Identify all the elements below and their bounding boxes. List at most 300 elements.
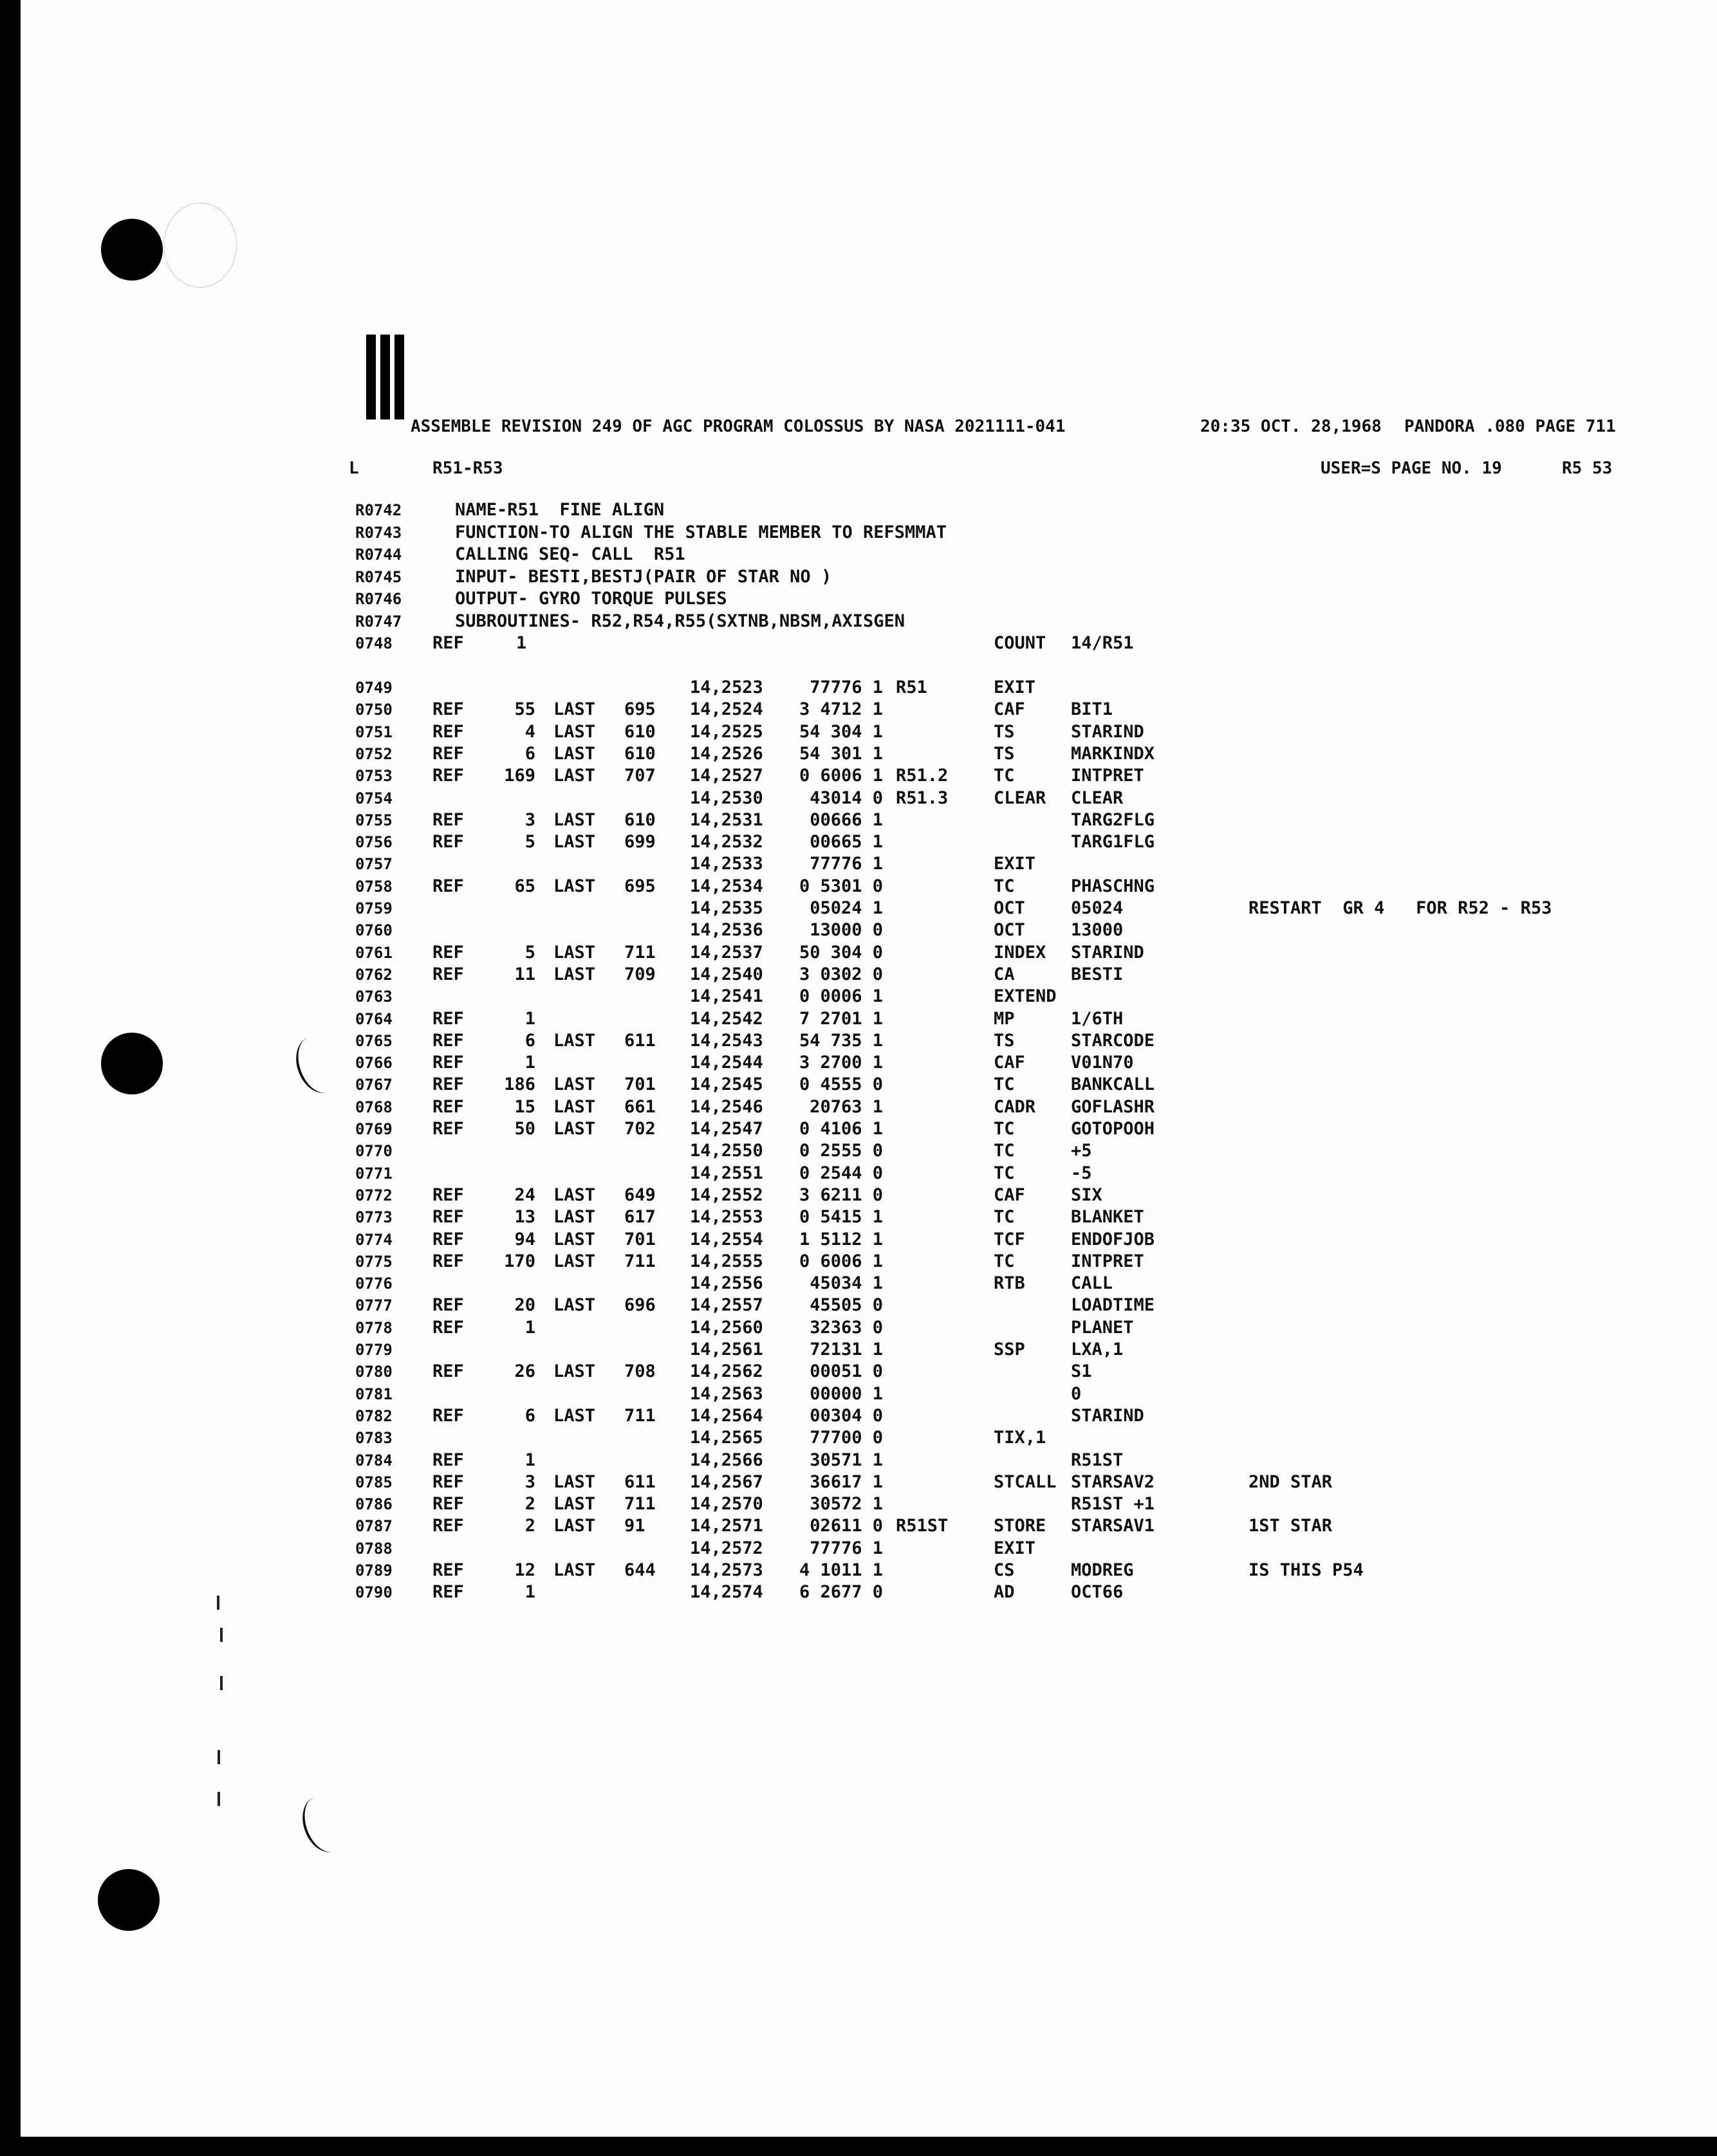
octal-word: 6 2677 0 [799,1582,883,1603]
operand: BIT1 [1071,699,1113,720]
line-number: 0754 [355,789,393,807]
opcode: TC [994,876,1015,896]
opcode: CA [994,964,1015,984]
opcode: STCALL [994,1471,1057,1492]
address: 14,2527 [690,766,763,786]
octal-word: 77700 0 [810,1428,883,1448]
address: 14,2537 [690,942,763,963]
address: 14,2536 [690,920,763,941]
address: 14,2560 [690,1317,763,1338]
last-marker: LAST [553,832,596,852]
comment-text: INPUT- BESTI,BESTJ(PAIR OF STAR NO ) [455,566,832,587]
octal-word: 02611 0 [810,1516,883,1536]
line-number: 0769 [355,1120,393,1138]
last-line: 711 [624,1251,656,1271]
line-number: 0749 [355,679,393,697]
address: 14,2573 [690,1560,763,1580]
ref-count: 24 [514,1184,535,1205]
line-number: 0785 [355,1473,393,1491]
line-number: 0762 [355,965,393,984]
ref-marker: REF [432,1516,464,1536]
last-marker: LAST [553,1119,596,1139]
octal-word: 05024 1 [810,898,883,918]
ref-marker: REF [432,1361,464,1382]
last-marker: LAST [553,1361,596,1382]
comment: IS THIS P54 [1248,1560,1364,1580]
octal-word: 54 304 1 [799,721,883,742]
last-line: 707 [624,766,656,786]
line-number: 0772 [355,1186,393,1204]
address: 14,2552 [690,1184,763,1205]
line-number: 0775 [355,1252,393,1271]
label: R51 [896,677,927,697]
ref-marker: REF [432,1053,464,1073]
octal-word: 36617 1 [810,1471,883,1492]
ref-marker: REF [432,1184,464,1205]
comment-text: NAME-R51 FINE ALIGN [455,500,665,520]
operand: MARKINDX [1071,743,1155,764]
opcode: TC [994,1141,1015,1161]
line-number: 0787 [355,1517,393,1536]
comment-line-number: R0743 [355,523,402,542]
last-line: 701 [624,1074,656,1095]
ref-count: 6 [524,1405,535,1426]
address: 14,2572 [690,1538,763,1558]
last-marker: LAST [553,766,596,786]
header-user-page: USER=S PAGE NO. 19 [1321,459,1502,478]
line-number: 0748 [355,634,393,652]
line-number: 0764 [355,1009,393,1028]
last-line: 661 [624,1096,656,1117]
operand: BESTI [1071,964,1124,984]
octal-word: 3 2700 1 [799,1053,883,1073]
last-marker: LAST [553,809,596,830]
opcode: TC [994,1207,1015,1228]
ref-marker: REF [432,1207,464,1228]
operand: GOFLASHR [1071,1096,1155,1117]
operand: LOADTIME [1071,1295,1155,1316]
octal-word: 00665 1 [810,832,883,852]
octal-word: 3 0302 0 [799,964,883,984]
address: 14,2547 [690,1119,763,1139]
line-number: 0752 [355,744,393,763]
address: 14,2532 [690,832,763,852]
ref-marker: REF [432,1251,464,1271]
last-line: 91 [624,1516,645,1536]
octal-word: 0 6006 1 [799,1251,883,1271]
operand: GOTOPOOH [1071,1119,1155,1139]
last-line: 711 [624,1405,656,1426]
octal-word: 1 5112 1 [799,1229,883,1249]
ref-count: 26 [514,1361,535,1382]
punch-hole-middle [101,1033,163,1094]
binder-index-mark [365,335,416,425]
header-routine-range: R51-R53 [432,459,503,478]
address: 14,2564 [690,1405,763,1426]
ref-marker: REF [432,1030,464,1051]
operand: CALL [1071,1273,1113,1294]
line-number: 0766 [355,1054,393,1073]
address: 14,2540 [690,964,763,984]
operand: TARG1FLG [1071,832,1155,852]
comment-line-number: R0746 [355,590,402,608]
octal-word: 0 5415 1 [799,1207,883,1228]
octal-word: 45034 1 [810,1273,883,1294]
line-number: 0790 [355,1583,393,1602]
opcode: CLEAR [994,788,1046,808]
line-number: 0750 [355,701,393,719]
address: 14,2574 [690,1582,763,1603]
last-line: 611 [624,1471,656,1492]
comment-line-number: R0747 [355,612,402,631]
last-line: 644 [624,1560,656,1580]
operand: STARIND [1071,1405,1144,1426]
ref-marker: REF [432,699,464,720]
last-line: 699 [624,832,656,852]
line-number: 0767 [355,1076,393,1094]
last-line: 701 [624,1229,656,1249]
line-number: 0759 [355,899,393,917]
printout-page [21,0,1717,2137]
operand: V01N70 [1071,1053,1134,1073]
ref-count: 1 [516,633,527,653]
punch-hole-arc-middle [289,1031,348,1099]
address: 14,2553 [690,1207,763,1228]
ref-count: 15 [514,1096,535,1117]
operand: +5 [1071,1141,1092,1161]
address: 14,2562 [690,1361,763,1382]
opcode: OCT [994,920,1025,941]
opcode: TC [994,1163,1015,1183]
line-number: 0770 [355,1142,393,1161]
operand: PHASCHNG [1071,876,1155,896]
line-number: 0771 [355,1164,393,1183]
line-number: 0768 [355,1098,393,1116]
operand: INTPRET [1071,1251,1144,1271]
octal-word: 00000 1 [810,1383,883,1404]
line-number: 0788 [355,1539,393,1558]
ref-marker: REF [432,1494,464,1515]
octal-word: 20763 1 [810,1096,883,1117]
ref-marker: REF [432,942,464,963]
address: 14,2541 [690,986,763,1007]
opcode: TS [994,743,1015,764]
ref-count: 94 [514,1229,535,1249]
comment: RESTART GR 4 FOR R52 - R53 [1248,898,1552,918]
opcode: CAF [994,1184,1025,1205]
last-line: 695 [624,876,656,896]
last-line: 611 [624,1030,656,1051]
operand: STARIND [1071,942,1144,963]
octal-word: 0 4106 1 [799,1119,883,1139]
margin-mark [217,1596,219,1610]
opcode: TS [994,1030,1015,1051]
octal-word: 0 0006 1 [799,986,883,1007]
octal-word: 50 304 0 [799,942,883,963]
last-marker: LAST [553,1096,596,1117]
last-marker: LAST [553,1030,596,1051]
opcode: TCF [994,1229,1025,1249]
ref-marker: REF [432,1582,464,1603]
address: 14,2546 [690,1096,763,1117]
operand: 05024 [1071,898,1124,918]
opcode: AD [994,1582,1015,1603]
line-number: 0758 [355,877,393,896]
line-number: 0786 [355,1495,393,1514]
last-line: 702 [624,1119,656,1139]
line-number: 0783 [355,1429,393,1448]
operand: PLANET [1071,1317,1134,1338]
ref-marker: REF [432,1405,464,1426]
opcode: MP [994,1008,1015,1029]
address: 14,2570 [690,1494,763,1515]
operand: ENDOFJOB [1071,1229,1155,1249]
operand: TARG2FLG [1071,809,1155,830]
ref-count: 169 [504,766,535,786]
line-number: 0779 [355,1341,393,1359]
opcode: TS [994,721,1015,742]
opcode: CAF [994,699,1025,720]
address: 14,2556 [690,1273,763,1294]
last-marker: LAST [553,1251,596,1271]
address: 14,2555 [690,1251,763,1271]
line-number: 0755 [355,811,393,829]
line-number: 0774 [355,1230,393,1249]
operand: 1/6TH [1071,1008,1124,1029]
last-line: 610 [624,743,656,764]
ref-count: 4 [524,721,535,742]
address: 14,2567 [690,1471,763,1492]
operand: STARSAV2 [1071,1471,1155,1492]
last-line: 696 [624,1295,656,1316]
operand: CLEAR [1071,788,1124,808]
last-marker: LAST [553,1229,596,1249]
ref-count: 1 [524,1582,535,1603]
last-line: 695 [624,699,656,720]
last-line: 649 [624,1184,656,1205]
operand: -5 [1071,1163,1092,1183]
last-line: 711 [624,1494,656,1515]
opcode: TC [994,1074,1015,1095]
comment-text: SUBROUTINES- R52,R54,R55(SXTNB,NBSM,AXISGEN [455,611,905,631]
octal-word: 00304 0 [810,1405,883,1426]
label: R51ST [896,1516,949,1536]
address: 14,2557 [690,1295,763,1316]
header-listing-marker: L [349,459,359,478]
ref-count: 5 [524,942,535,963]
operand: LXA,1 [1071,1340,1124,1359]
punch-hole-top [101,219,163,281]
last-marker: LAST [553,1405,596,1426]
octal-word: 0 2544 0 [799,1163,883,1183]
line-number: 0773 [355,1208,393,1227]
opcode: EXTEND [994,986,1057,1007]
punch-hole-arc-bottom [295,1790,354,1858]
last-marker: LAST [553,942,596,963]
octal-word: 4 1011 1 [799,1560,883,1580]
opcode: STORE [994,1516,1046,1536]
punch-hole-bottom [98,1869,160,1931]
ref-count: 1 [524,1317,535,1338]
operand: BLANKET [1071,1207,1144,1228]
octal-word: 0 4555 0 [799,1074,883,1095]
line-number: 0781 [355,1385,393,1403]
line-number: 0765 [355,1031,393,1050]
address: 14,2551 [690,1163,763,1183]
margin-mark [220,1676,223,1690]
operand: INTPRET [1071,766,1144,786]
last-marker: LAST [553,743,596,764]
octal-word: 0 6006 1 [799,766,883,786]
octal-word: 0 5301 0 [799,876,883,896]
ref-marker: REF [432,876,464,896]
operand: OCT66 [1071,1582,1124,1603]
margin-mark [220,1628,223,1642]
octal-word: 43014 0 [810,788,883,808]
octal-word: 77776 1 [810,1538,883,1558]
last-line: 617 [624,1207,656,1228]
address: 14,2526 [690,743,763,764]
ref-count: 186 [504,1074,535,1095]
address: 14,2533 [690,854,763,874]
ref-marker: REF [432,1317,464,1338]
address: 14,2534 [690,876,763,896]
opcode: OCT [994,898,1025,918]
last-line: 610 [624,721,656,742]
opcode: EXIT [994,854,1036,874]
ref-count: 1 [524,1053,535,1073]
operand: 13000 [1071,920,1124,941]
ref-count: 13 [514,1207,535,1228]
punch-hole-ghost-top [163,203,237,288]
address: 14,2554 [690,1229,763,1249]
line-number: 0778 [355,1318,393,1337]
ref-marker: REF [432,1008,464,1029]
address: 14,2524 [690,699,763,720]
line-number: 0761 [355,943,393,962]
octal-word: 00051 0 [810,1361,883,1382]
operand: STARIND [1071,721,1144,742]
ref-count: 3 [524,809,535,830]
operand: S1 [1071,1361,1092,1382]
address: 14,2566 [690,1450,763,1470]
octal-word: 54 735 1 [799,1030,883,1051]
ref-count: 2 [524,1494,535,1515]
comment-line-number: R0742 [355,501,402,519]
comment: 2ND STAR [1248,1471,1333,1492]
last-marker: LAST [553,1560,596,1580]
last-marker: LAST [553,1184,596,1205]
opcode: EXIT [994,677,1036,697]
address: 14,2571 [690,1516,763,1536]
ref-count: 11 [514,964,535,984]
comment-line-number: R0745 [355,567,402,586]
line-number: 0756 [355,833,393,852]
ref-marker: REF [432,1074,464,1095]
opcode: CS [994,1560,1015,1580]
line-number: 0760 [355,921,393,940]
address: 14,2563 [690,1383,763,1404]
operand: 14/R51 [1071,633,1134,653]
line-number: 0763 [355,988,393,1006]
opcode: TC [994,1119,1015,1139]
header-title: ASSEMBLE REVISION 249 OF AGC PROGRAM COLOSSUS BY NASA 2021111-041 [411,417,1066,436]
last-marker: LAST [553,721,596,742]
last-marker: LAST [553,1516,596,1536]
line-number: 0784 [355,1451,393,1470]
ref-count: 1 [524,1450,535,1470]
octal-word: 77776 1 [810,854,883,874]
opcode: TIX,1 [994,1428,1046,1448]
octal-word: 3 4712 1 [799,699,883,720]
ref-count: 6 [524,743,535,764]
ref-marker: REF [432,743,464,764]
ref-count: 20 [514,1295,535,1316]
ref-count: 1 [524,1008,535,1029]
address: 14,2542 [690,1008,763,1029]
ref-marker: REF [432,633,464,653]
last-marker: LAST [553,1494,596,1515]
octal-word: 30571 1 [810,1450,883,1470]
octal-word: 30572 1 [810,1494,883,1515]
last-marker: LAST [553,964,596,984]
octal-word: 54 301 1 [799,743,883,764]
last-line: 711 [624,942,656,963]
opcode: SSP [994,1340,1025,1359]
address: 14,2561 [690,1340,763,1359]
last-line: 610 [624,809,656,830]
line-number: 0782 [355,1406,393,1425]
comment-text: CALLING SEQ- CALL R51 [455,544,685,564]
address: 14,2525 [690,721,763,742]
operand: BANKCALL [1071,1074,1155,1095]
last-line: 709 [624,964,656,984]
address: 14,2544 [690,1053,763,1073]
ref-marker: REF [432,809,464,830]
operand: R51ST [1071,1450,1124,1470]
comment: 1ST STAR [1248,1516,1333,1536]
line-number: 0751 [355,723,393,741]
ref-count: 55 [514,699,535,720]
ref-marker: REF [432,1471,464,1492]
ref-marker: REF [432,1450,464,1470]
address: 14,2543 [690,1030,763,1051]
label: R51.3 [896,788,949,808]
ref-marker: REF [432,832,464,852]
operand: MODREG [1071,1560,1134,1580]
comment-line-number: R0744 [355,546,402,564]
line-number: 0757 [355,855,393,874]
last-marker: LAST [553,876,596,896]
comment-text: FUNCTION-TO ALIGN THE STABLE MEMBER TO REFSMMAT [455,522,947,542]
ref-count: 6 [524,1030,535,1051]
ref-count: 5 [524,832,535,852]
line-number: 0753 [355,767,393,786]
octal-word: 45505 0 [810,1295,883,1316]
margin-mark [218,1792,220,1806]
header-code: R5 53 [1562,459,1613,478]
last-marker: LAST [553,1471,596,1492]
opcode: TC [994,1251,1015,1271]
comment-text: OUTPUT- GYRO TORQUE PULSES [455,589,727,609]
ref-marker: REF [432,1295,464,1316]
octal-word: 32363 0 [810,1317,883,1338]
operand: SIX [1071,1184,1102,1205]
opcode: RTB [994,1273,1025,1294]
ref-marker: REF [432,1096,464,1117]
address: 14,2531 [690,809,763,830]
ref-count: 50 [514,1119,535,1139]
